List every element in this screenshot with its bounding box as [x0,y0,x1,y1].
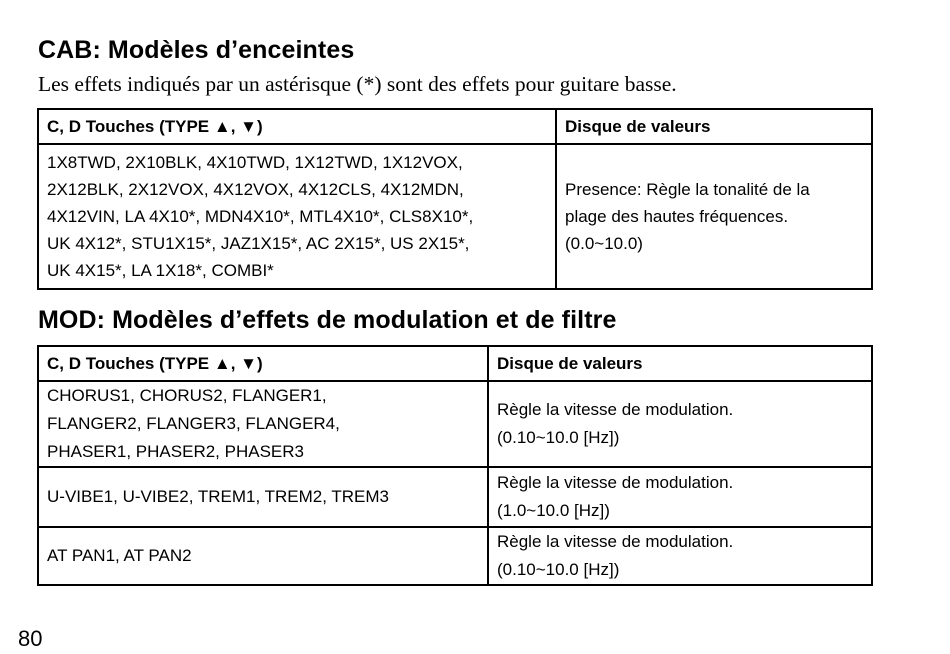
mod-values-cell [488,527,872,585]
model-line: 4X12VIN, LA 4X10*, MDN4X10*, MTL4X10*, CLS8X10*, [47,207,474,226]
value-line: (0.0~10.0) [565,234,643,253]
table-header-row [38,346,872,381]
mod-values-cell [488,467,872,527]
table-row [38,381,872,467]
value-line: (0.10~10.0 [Hz]) [497,428,620,447]
table-row [38,467,872,527]
value-line: Règle la vitesse de modulation. [497,532,734,551]
header-keys: C, D Touches (TYPE ▲, ▼) [38,109,556,144]
value-line: Règle la vitesse de modulation. [497,473,734,492]
model-line: AT PAN1, AT PAN2 [47,546,192,565]
mod-models-cell [38,467,488,527]
cab-intro-text: Les effets indiqués par un astérisque (*) sont des effets pour guitare basse. [38,72,677,96]
model-line: UK 4X15*, LA 1X18*, COMBI* [47,261,274,280]
model-line: FLANGER2, FLANGER3, FLANGER4, [47,414,340,433]
table-row [38,144,872,289]
mod-models-cell [38,381,488,467]
table-row [38,527,872,585]
mod-models-cell [38,527,488,585]
model-line: 1X8TWD, 2X10BLK, 4X10TWD, 1X12TWD, 1X12VOX, [47,153,463,172]
value-line: plage des hautes fréquences. [565,207,789,226]
table-header-row [38,109,872,144]
header-values: Disque de valeurs [488,346,872,381]
value-line: Règle la vitesse de modulation. [497,400,734,419]
model-line: CHORUS1, CHORUS2, FLANGER1, [47,386,327,405]
mod-values-cell [488,381,872,467]
header-values: Disque de valeurs [556,109,872,144]
value-line: (0.10~10.0 [Hz]) [497,560,620,579]
mod-table [37,345,873,586]
model-line: UK 4X12*, STU1X15*, JAZ1X15*, AC 2X15*, US 2X15*, [47,234,470,253]
page-number: 80 [18,626,43,651]
model-line: 2X12BLK, 2X12VOX, 4X12VOX, 4X12CLS, 4X12MDN, [47,180,464,199]
header-keys: C, D Touches (TYPE ▲, ▼) [38,346,488,381]
value-line: Presence: Règle la tonalité de la [565,180,810,199]
cab-models-cell [38,144,556,289]
cab-table [37,108,873,290]
value-line: (1.0~10.0 [Hz]) [497,501,610,520]
model-line: U-VIBE1, U-VIBE2, TREM1, TREM2, TREM3 [47,487,389,506]
cab-section-title: CAB: Modèles d’enceintes [38,36,355,64]
model-line: PHASER1, PHASER2, PHASER3 [47,442,304,461]
cab-values-cell [556,144,872,289]
mod-section-title: MOD: Modèles d’effets de modulation et de filtre [38,306,617,334]
